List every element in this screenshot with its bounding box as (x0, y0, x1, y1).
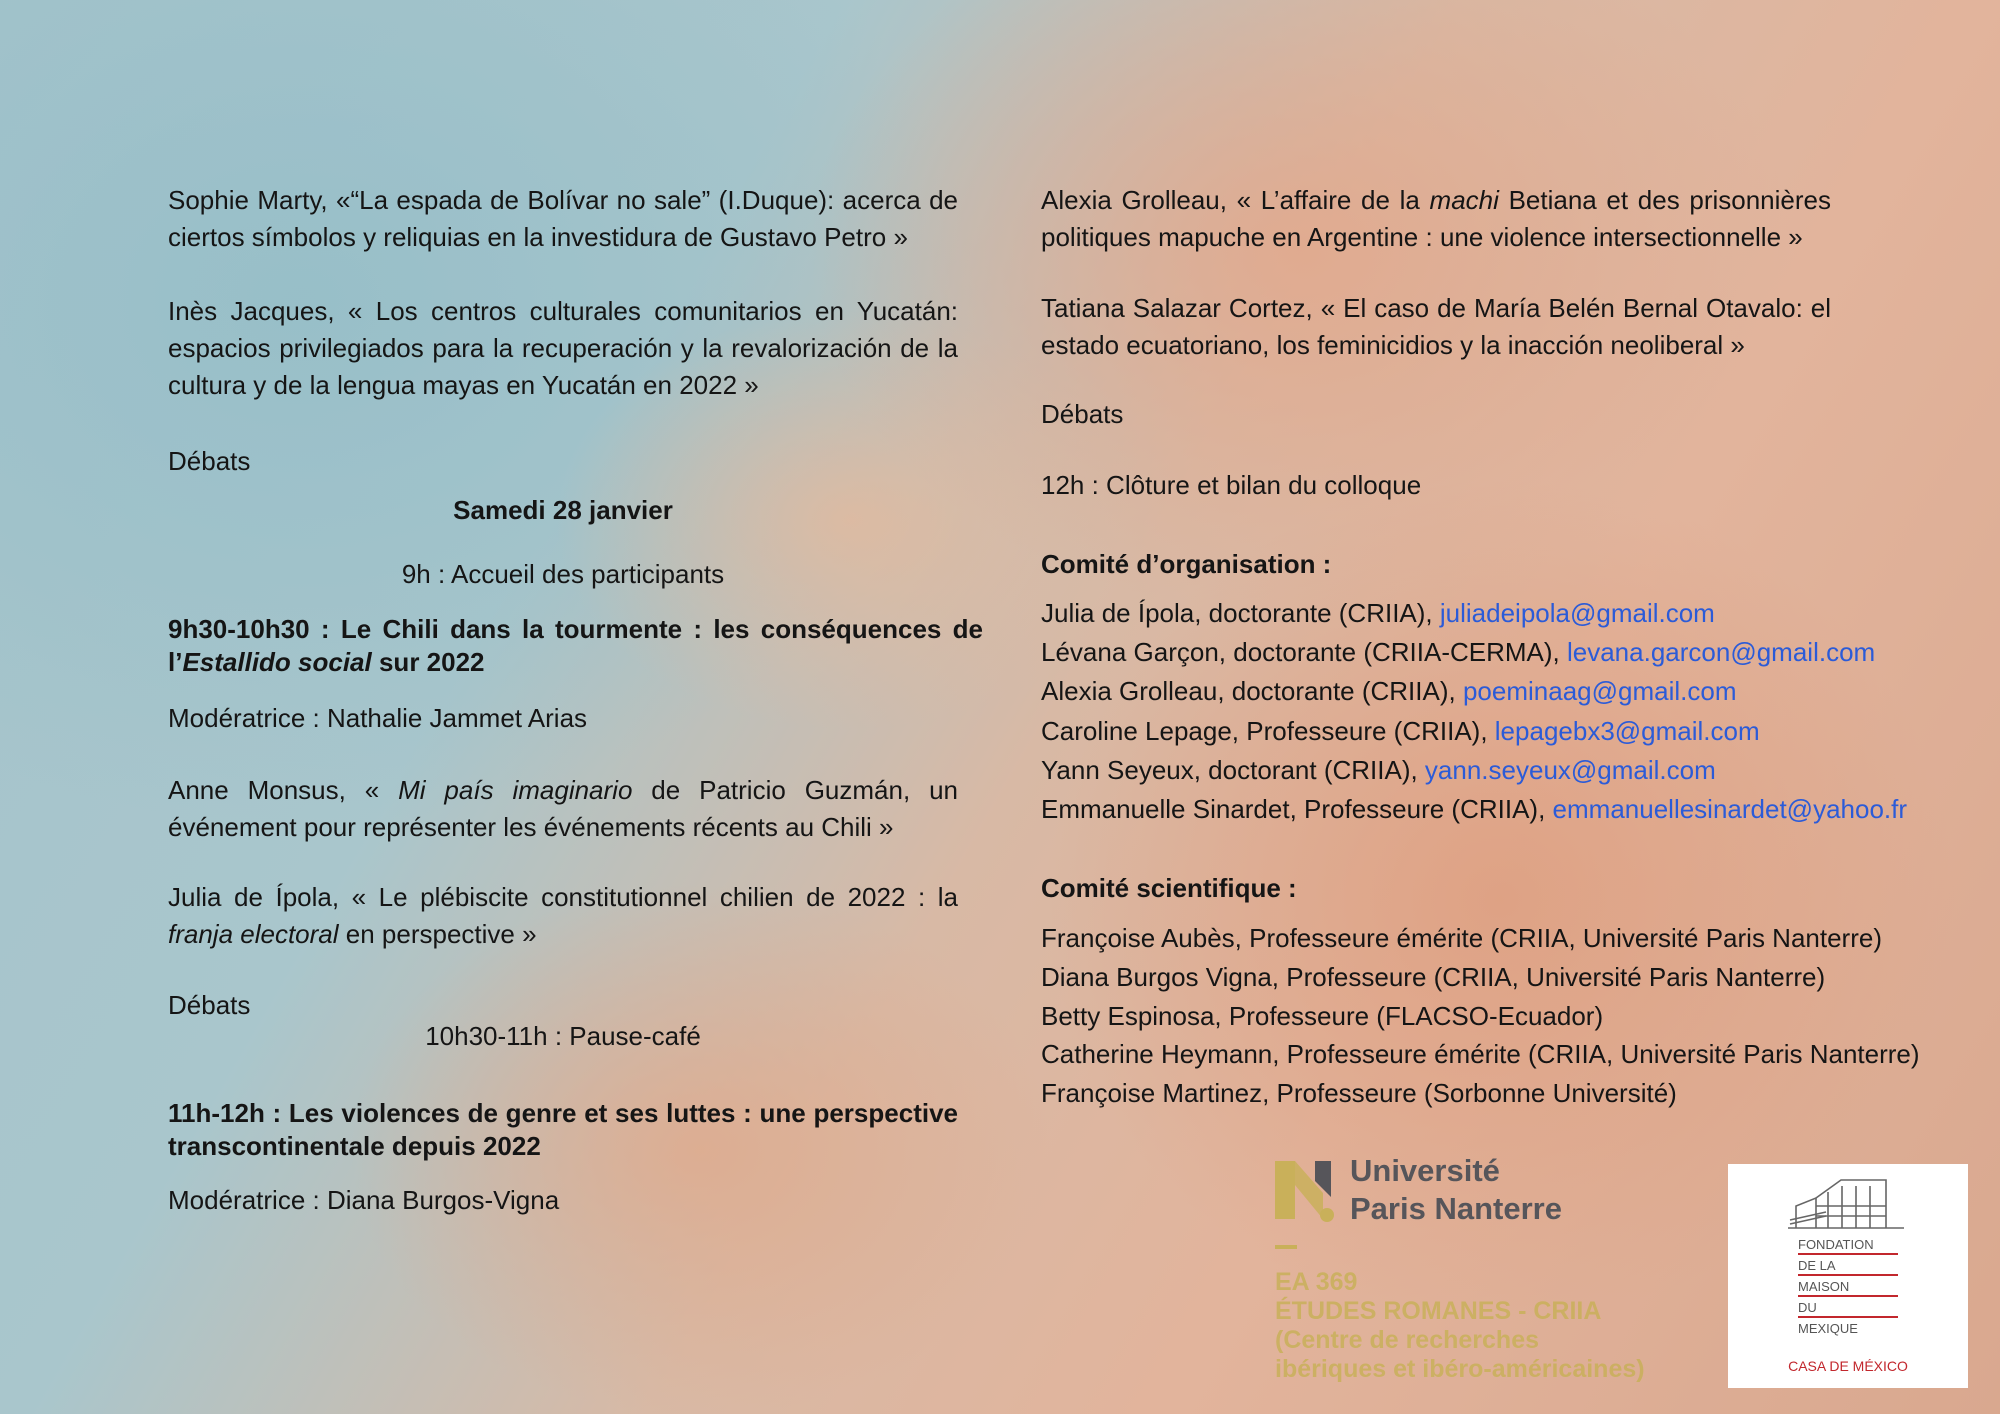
sci-member: Diana Burgos Vigna, Professeure (CRIIA, Université Paris Nanterre) (1041, 961, 1826, 992)
debates-label-2: Débats (168, 990, 251, 1020)
org-member-name: Alexia Grolleau, doctorante (CRIIA), (1041, 676, 1463, 707)
research-unit-line: (Centre de recherches (1275, 1326, 1540, 1354)
university-name (1350, 1152, 1562, 1228)
university-name-line2: Paris Nanterre (1350, 1191, 1562, 1226)
foundation-name-line: DE LA (1798, 1255, 1898, 1276)
day-title: Samedi 28 janvier (453, 495, 673, 525)
welcome-block (168, 556, 958, 593)
casa-de-mexico-label: CASA DE MÉXICO (1788, 1358, 1908, 1374)
logo-divider (1275, 1245, 1297, 1249)
maison-mexique-logo (1728, 1164, 1968, 1388)
welcome-time: 9h : Accueil des participants (401, 559, 725, 589)
talk-ipola-part2: en perspective » (338, 919, 537, 949)
email-link[interactable]: yann.seyeux@gmail.com (1424, 754, 1716, 785)
building-icon (1786, 1176, 1906, 1236)
talk-grolleau-block (1041, 182, 1831, 256)
sci-member: Françoise Martinez, Professeure (Sorbonne Université) (1041, 1078, 1677, 1109)
debates-label-3: Débats (1041, 399, 1124, 429)
talk-grolleau-part1: Alexia Grolleau, « L’affaire de la (1041, 185, 1430, 215)
research-unit-line: ibériques et ibéro-américaines) (1275, 1355, 1645, 1383)
talk-ipola (168, 879, 958, 953)
debates-label: Débats (168, 446, 251, 476)
research-unit-line: EA 369 (1275, 1268, 1358, 1296)
talk-grolleau (1041, 182, 1831, 256)
debates-1-block (168, 443, 958, 480)
email-link[interactable]: emmanuellesinardet@yahoo.fr (1552, 794, 1908, 825)
talk-monsus-block (168, 772, 958, 846)
email-link[interactable]: levana.garcon@gmail.com (1566, 637, 1876, 668)
foundation-name-line: DU (1798, 1297, 1898, 1318)
sci-committee-list (1041, 919, 1961, 1113)
foundation-name (1798, 1234, 1898, 1337)
talk-jacques: Inès Jacques, « Los centros culturales comunitarios en Yucatán: espacios privilegiados para la recuperación y la revalorización de la cultura y de la lengua mayas en Yucatán en 2022 » (168, 296, 958, 400)
org-committee-title-block (1041, 546, 1961, 583)
session2-title: 11h-12h : Les violences de genre et ses luttes : une perspective transcontinentale depuis 2022 (168, 1098, 958, 1161)
session1-title-italic: Estallido social (182, 647, 372, 677)
talk-grolleau-italic: machi (1429, 185, 1499, 215)
org-member (1041, 633, 1961, 672)
day-title-block (168, 492, 958, 529)
sci-committee-title-block (1041, 870, 1961, 907)
research-unit-line: ÉTUDES ROMANES - CRIIA (1275, 1297, 1602, 1325)
session1-title (168, 613, 983, 679)
session1-title-part1: 9h30-10h30 : Le Chili dans la tourmente : les conséquences de l’ (168, 614, 983, 677)
session2-moderator-block (168, 1182, 958, 1219)
org-member (1041, 751, 1961, 790)
org-member-name: Yann Seyeux, doctorant (CRIIA), (1041, 754, 1425, 785)
org-member-name: Lévana Garçon, doctorante (CRIIA-CERMA), (1041, 637, 1567, 668)
sci-member: Françoise Aubès, Professeure émérite (CRIIA, Université Paris Nanterre) (1041, 923, 1882, 953)
talk-marty: Sophie Marty, «“La espada de Bolívar no sale” (I.Duque): acerca de ciertos símbolos y reliquias en la investidura de Gustavo Petro » (168, 185, 958, 252)
talk-ipola-block (168, 879, 958, 953)
foundation-name-line: MEXIQUE (1798, 1321, 1858, 1336)
talk-monsus (168, 772, 958, 846)
talk-salazar: Tatiana Salazar Cortez, « El caso de María Belén Bernal Otavalo: el estado ecuatoriano, los feminicidios y la inacción neoliberal » (1041, 293, 1831, 360)
session1-moderator-block (168, 700, 958, 737)
university-name-line1: Université (1350, 1153, 1500, 1188)
coffee-break: 10h30-11h : Pause-café (425, 1021, 701, 1051)
talk-monsus-part1: Anne Monsus, « (168, 775, 399, 805)
org-member-name: Julia de Ípola, doctorante (CRIIA), (1041, 598, 1440, 628)
talk-salazar-block (1041, 290, 1831, 364)
org-member-name: Emmanuelle Sinardet, Professeure (CRIIA), (1041, 794, 1553, 825)
org-committee-title: Comité d’organisation : (1041, 549, 1332, 579)
org-member (1041, 790, 1961, 829)
sci-committee-title: Comité scientifique : (1041, 873, 1297, 903)
org-member-name: Caroline Lepage, Professeure (CRIIA), (1041, 715, 1495, 746)
email-link[interactable]: poeminaag@gmail.com (1462, 676, 1737, 707)
closing-block (1041, 467, 1961, 504)
talk-jacques-block (168, 293, 958, 404)
sci-member: Catherine Heymann, Professeure émérite (CRIIA, Université Paris Nanterre) (1041, 1039, 1920, 1070)
session2-title-block (168, 1097, 958, 1163)
left-column (168, 182, 958, 256)
org-member (1041, 672, 1961, 711)
talk-grolleau-part2: Betiana et des prisonnières politiques mapuche en Argentine : une violence intersectionnelle » (1041, 185, 1831, 252)
talk-ipola-italic: franja electoral (168, 919, 339, 949)
foundation-name-line: FONDATION (1798, 1234, 1898, 1255)
org-committee-list (1041, 594, 1961, 829)
research-unit-label (1275, 1268, 1645, 1384)
nanterre-n-icon (1275, 1157, 1337, 1223)
email-link[interactable]: lepagebx3@gmail.com (1494, 715, 1760, 746)
org-member (1041, 594, 1961, 633)
talk-ipola-part1: Julia de Ípola, « Le plébiscite constitutionnel chilien de 2022 : la (168, 882, 958, 912)
session1-title-block (168, 613, 983, 679)
foundation-name-line: MAISON (1798, 1276, 1898, 1297)
debates-3-block (1041, 396, 1961, 433)
session1-moderator: Modératrice : Nathalie Jammet Arias (168, 703, 588, 733)
session2-moderator: Modératrice : Diana Burgos-Vigna (168, 1185, 560, 1215)
email-link[interactable]: juliadeipola@gmail.com (1439, 598, 1715, 628)
session1-title-part2: sur 2022 (371, 647, 485, 677)
talk-monsus-part2: de Patricio Guzmán, un événement pour représenter les événements récents au Chili » (168, 775, 958, 842)
org-member (1041, 712, 1961, 751)
talk-monsus-italic: Mi país imaginario (398, 775, 633, 805)
sci-member: Betty Espinosa, Professeure (FLACSO-Ecuador) (1041, 1000, 1604, 1031)
break-block (168, 1018, 958, 1055)
closing-time: 12h : Clôture et bilan du colloque (1041, 470, 1422, 500)
